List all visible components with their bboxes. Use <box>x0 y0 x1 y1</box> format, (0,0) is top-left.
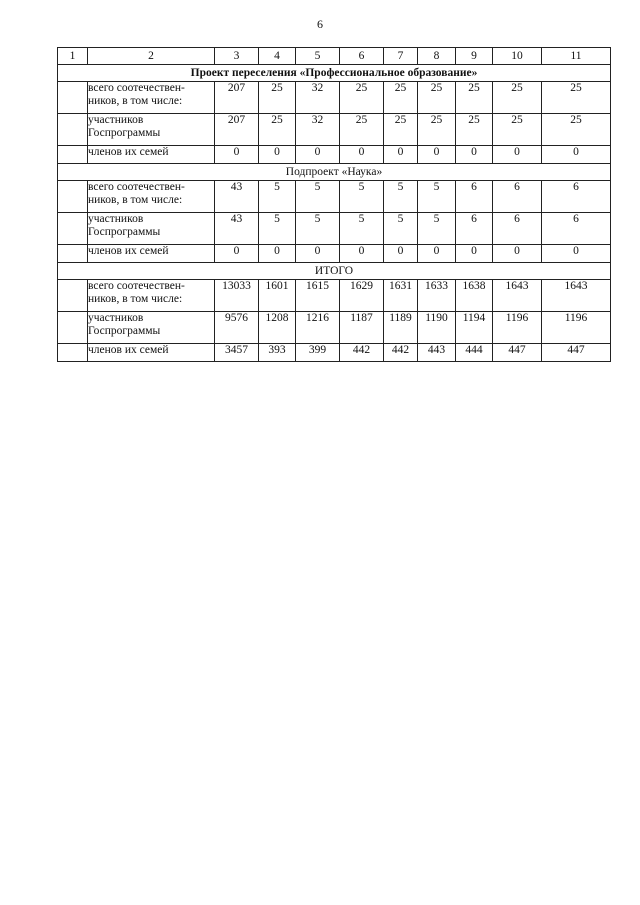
value-cell: 0 <box>456 245 493 263</box>
table-row <box>58 312 611 344</box>
empty-cell <box>58 245 88 263</box>
column-number-cell: 7 <box>384 48 418 65</box>
value-cell: 393 <box>259 344 296 362</box>
value-cell: 25 <box>456 82 493 114</box>
row-label-line: ников, в том числе: <box>88 95 183 107</box>
table-row <box>58 181 611 213</box>
row-label-line: ников, в том числе: <box>88 293 183 305</box>
row-label-line: Госпрограммы <box>88 127 161 139</box>
value-cell: 0 <box>418 146 456 164</box>
value-cell: 0 <box>259 245 296 263</box>
row-label-line: участников <box>88 213 144 225</box>
value-cell: 5 <box>340 181 384 213</box>
empty-cell <box>58 181 88 213</box>
value-cell: 0 <box>384 245 418 263</box>
value-cell: 25 <box>542 114 611 146</box>
value-cell: 1601 <box>259 280 296 312</box>
value-cell: 25 <box>456 114 493 146</box>
column-number-cell: 4 <box>259 48 296 65</box>
value-cell: 25 <box>340 114 384 146</box>
value-cell: 0 <box>384 146 418 164</box>
table-row <box>58 82 611 114</box>
value-cell: 442 <box>384 344 418 362</box>
page-number: 6 <box>317 17 323 31</box>
value-cell: 5 <box>384 181 418 213</box>
value-cell: 0 <box>493 245 542 263</box>
row-label-line: участников <box>88 312 144 324</box>
value-cell: 1196 <box>493 312 542 344</box>
column-number-cell: 3 <box>215 48 259 65</box>
value-cell: 25 <box>418 114 456 146</box>
row-label-line: Госпрограммы <box>88 226 161 238</box>
value-cell: 1643 <box>493 280 542 312</box>
value-cell: 0 <box>296 245 340 263</box>
empty-cell <box>58 312 88 344</box>
value-cell: 13033 <box>215 280 259 312</box>
value-cell: 1208 <box>259 312 296 344</box>
value-cell: 1638 <box>456 280 493 312</box>
table-header-row <box>58 48 611 65</box>
column-number-cell: 1 <box>58 48 88 65</box>
row-label <box>88 181 215 213</box>
value-cell: 32 <box>296 114 340 146</box>
value-cell: 0 <box>215 146 259 164</box>
table-body <box>58 48 611 362</box>
section-title: ИТОГО <box>58 263 611 280</box>
value-cell: 43 <box>215 181 259 213</box>
value-cell: 25 <box>259 82 296 114</box>
row-label-line: всего соотечествен- <box>88 82 185 94</box>
value-cell: 447 <box>493 344 542 362</box>
empty-cell <box>58 213 88 245</box>
value-cell: 25 <box>493 114 542 146</box>
value-cell: 6 <box>456 213 493 245</box>
value-cell: 447 <box>542 344 611 362</box>
value-cell: 1615 <box>296 280 340 312</box>
empty-cell <box>58 114 88 146</box>
empty-cell <box>58 82 88 114</box>
column-number-cell: 5 <box>296 48 340 65</box>
value-cell: 442 <box>340 344 384 362</box>
section-title-row <box>58 65 611 82</box>
value-cell: 25 <box>542 82 611 114</box>
table-row <box>58 146 611 164</box>
row-label-line: ников, в том числе: <box>88 194 183 206</box>
row-label-line: членов их семей <box>88 344 169 356</box>
value-cell: 444 <box>456 344 493 362</box>
value-cell: 25 <box>384 114 418 146</box>
value-cell: 1633 <box>418 280 456 312</box>
value-cell: 5 <box>340 213 384 245</box>
value-cell: 25 <box>418 82 456 114</box>
value-cell: 0 <box>259 146 296 164</box>
column-number-cell: 9 <box>456 48 493 65</box>
value-cell: 43 <box>215 213 259 245</box>
value-cell: 25 <box>493 82 542 114</box>
section-title-row <box>58 164 611 181</box>
value-cell: 6 <box>542 181 611 213</box>
value-cell: 399 <box>296 344 340 362</box>
column-number-cell: 11 <box>542 48 611 65</box>
row-label <box>88 245 215 263</box>
table-row <box>58 213 611 245</box>
value-cell: 5 <box>384 213 418 245</box>
value-cell: 5 <box>418 181 456 213</box>
value-cell: 1643 <box>542 280 611 312</box>
table-row <box>58 114 611 146</box>
value-cell: 9576 <box>215 312 259 344</box>
value-cell: 5 <box>259 181 296 213</box>
value-cell: 0 <box>493 146 542 164</box>
row-label-line: всего соотечествен- <box>88 181 185 193</box>
value-cell: 207 <box>215 114 259 146</box>
empty-cell <box>58 280 88 312</box>
table-row <box>58 344 611 362</box>
value-cell: 1194 <box>456 312 493 344</box>
value-cell: 3457 <box>215 344 259 362</box>
value-cell: 25 <box>259 114 296 146</box>
row-label <box>88 146 215 164</box>
value-cell: 207 <box>215 82 259 114</box>
value-cell: 5 <box>259 213 296 245</box>
empty-cell <box>58 146 88 164</box>
value-cell: 6 <box>542 213 611 245</box>
value-cell: 5 <box>296 181 340 213</box>
value-cell: 0 <box>456 146 493 164</box>
value-cell: 1629 <box>340 280 384 312</box>
section-title-row <box>58 263 611 280</box>
value-cell: 1189 <box>384 312 418 344</box>
table-row <box>58 280 611 312</box>
value-cell: 1190 <box>418 312 456 344</box>
value-cell: 32 <box>296 82 340 114</box>
value-cell: 0 <box>340 245 384 263</box>
value-cell: 1216 <box>296 312 340 344</box>
value-cell: 25 <box>340 82 384 114</box>
empty-cell <box>58 344 88 362</box>
value-cell: 0 <box>418 245 456 263</box>
value-cell: 1187 <box>340 312 384 344</box>
section-title: Проект переселения «Профессиональное образование» <box>58 65 611 82</box>
value-cell: 6 <box>456 181 493 213</box>
section-title: Подпроект «Наука» <box>58 164 611 181</box>
row-label-line: Госпрограммы <box>88 325 161 337</box>
column-number-cell: 10 <box>493 48 542 65</box>
row-label-line: членов их семей <box>88 146 169 158</box>
column-number-cell: 8 <box>418 48 456 65</box>
value-cell: 1631 <box>384 280 418 312</box>
value-cell: 0 <box>542 245 611 263</box>
row-label <box>88 213 215 245</box>
value-cell: 6 <box>493 181 542 213</box>
value-cell: 6 <box>493 213 542 245</box>
row-label <box>88 280 215 312</box>
row-label-line: всего соотечествен- <box>88 280 185 292</box>
value-cell: 443 <box>418 344 456 362</box>
value-cell: 0 <box>296 146 340 164</box>
row-label-line: участников <box>88 114 144 126</box>
value-cell: 0 <box>340 146 384 164</box>
row-label <box>88 82 215 114</box>
table-row <box>58 245 611 263</box>
value-cell: 25 <box>384 82 418 114</box>
row-label <box>88 114 215 146</box>
value-cell: 0 <box>542 146 611 164</box>
value-cell: 0 <box>215 245 259 263</box>
column-number-cell: 6 <box>340 48 384 65</box>
row-label-line: членов их семей <box>88 245 169 257</box>
row-label <box>88 344 215 362</box>
column-number-cell: 2 <box>88 48 215 65</box>
row-label <box>88 312 215 344</box>
value-cell: 5 <box>418 213 456 245</box>
data-table <box>57 47 611 362</box>
value-cell: 1196 <box>542 312 611 344</box>
value-cell: 5 <box>296 213 340 245</box>
